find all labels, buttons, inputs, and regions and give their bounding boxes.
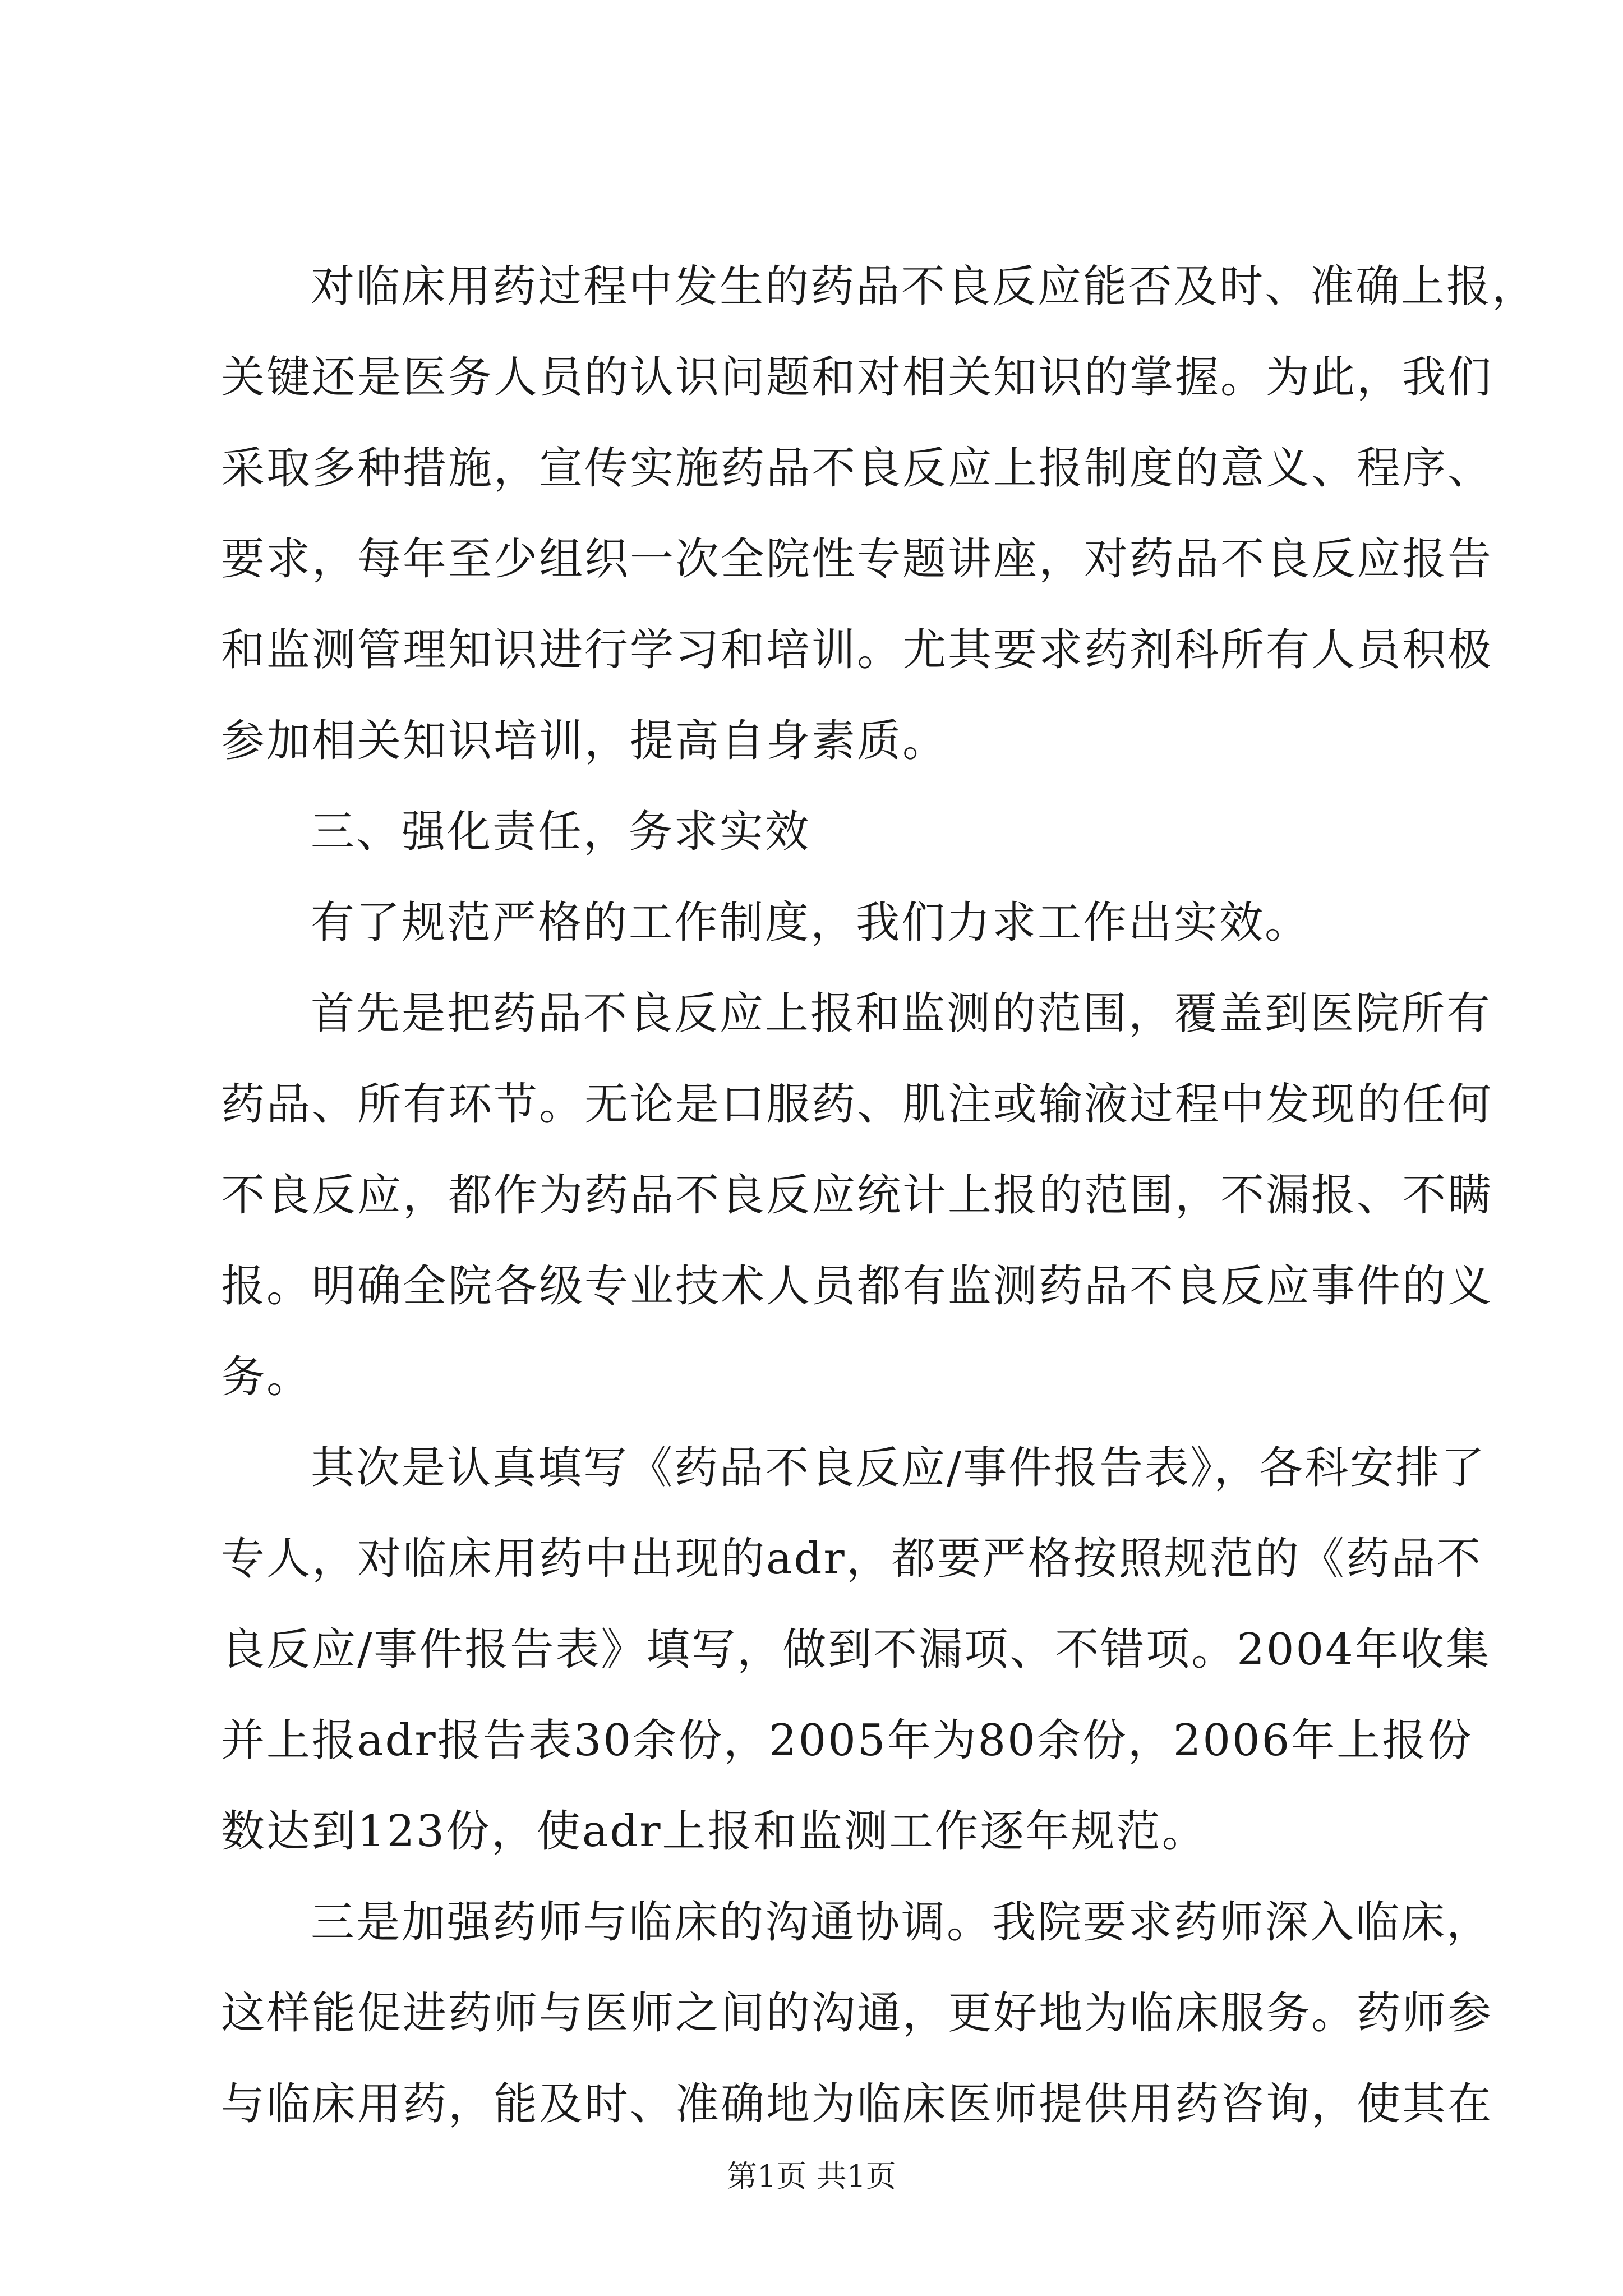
text-line: 有了规范严格的工作制度，我们力求工作出实效。 [311, 898, 1311, 948]
text-line: 药品、所有环节。无论是口服药、肌注或输液过程中发现的任何 [221, 1079, 1493, 1130]
text-line: 要求，每年至少组织一次全院性专题讲座，对药品不良反应报告 [221, 534, 1493, 585]
text-line: 参加相关知识培训，提高自身素质。 [221, 716, 948, 766]
text-line: 良反应/事件报告表》填写，做到不漏项、不错项。2004年收集 [221, 1625, 1491, 1675]
text-line: 三是加强药师与临床的沟通协调。我院要求药师深入临床， [311, 1897, 1492, 1948]
text-line: 关键还是医务人员的认识问题和对相关知识的掌握。为此，我们 [221, 352, 1493, 403]
text-line: 这样能促进药师与医师之间的沟通，更好地为临床服务。药师参 [221, 1988, 1493, 2039]
text-line: 并上报adr报告表30余份，2005年为80余份，2006年上报份 [221, 1715, 1473, 1766]
text-line: 不良反应，都作为药品不良反应统计上报的范围，不漏报、不瞒 [221, 1170, 1493, 1221]
text-line: 务。 [221, 1352, 312, 1402]
section-heading: 三、强化责任，务求实效 [311, 807, 811, 857]
text-line: 与临床用药，能及时、准确地为临床医师提供用药咨询，使其在 [221, 2079, 1493, 2129]
text-line: 和监测管理知识进行学习和培训。尤其要求药剂科所有人员积极 [221, 625, 1493, 675]
document-body [221, 241, 1538, 2150]
text-line: 采取多种措施，宣传实施药品不良反应上报制度的意义、程序、 [221, 443, 1493, 494]
text-line: 首先是把药品不良反应上报和监测的范围，覆盖到医院所有 [311, 988, 1492, 1039]
text-line: 其次是认真填写《药品不良反应/事件报告表》，各科安排了 [311, 1443, 1487, 1493]
text-line: 报。明确全院各级专业技术人员都有监测药品不良反应事件的义 [221, 1261, 1493, 1312]
text-line: 对临床用药过程中发生的药品不良反应能否及时、准确上报， [311, 261, 1538, 312]
text-line: 专人，对临床用药中出现的adr，都要严格按照规范的《药品不 [221, 1534, 1482, 1584]
text-line: 数达到123份，使adr上报和监测工作逐年规范。 [221, 1806, 1207, 1857]
page-footer: 第1页 共1页 [727, 2159, 896, 2194]
